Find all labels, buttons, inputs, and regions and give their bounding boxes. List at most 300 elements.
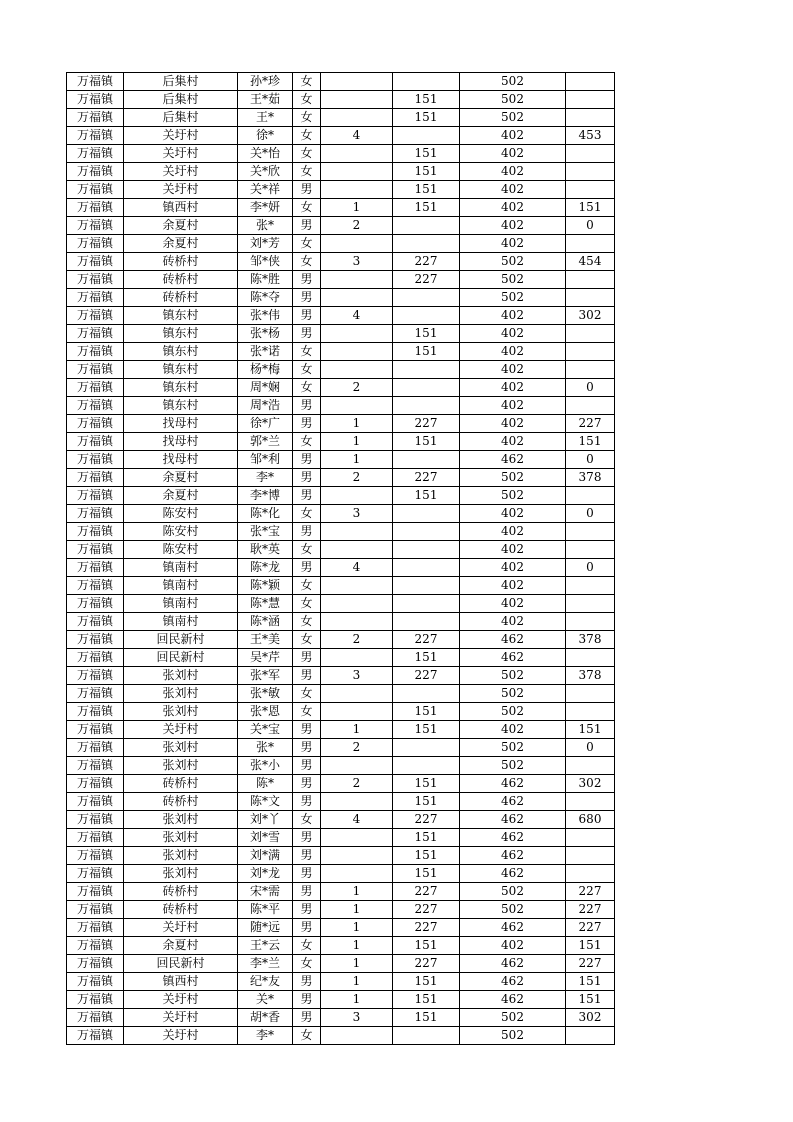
village-cell: 关圩村: [124, 721, 238, 739]
amount-c-cell: [566, 1027, 615, 1045]
gender-cell: 女: [293, 613, 321, 631]
amount-c-cell: 227: [566, 901, 615, 919]
town-cell: 万福镇: [67, 721, 124, 739]
name-cell: 杨*梅: [238, 361, 293, 379]
amount-c-cell: [566, 73, 615, 91]
count-cell: [321, 325, 393, 343]
town-cell: 万福镇: [67, 487, 124, 505]
name-cell: 陈*龙: [238, 559, 293, 577]
amount-a-cell: 227: [393, 271, 460, 289]
table-row: [67, 289, 615, 307]
amount-c-cell: 227: [566, 415, 615, 433]
amount-c-cell: 302: [566, 775, 615, 793]
village-cell: 余夏村: [124, 235, 238, 253]
name-cell: 王*云: [238, 937, 293, 955]
name-cell: 王*美: [238, 631, 293, 649]
count-cell: [321, 145, 393, 163]
town-cell: 万福镇: [67, 541, 124, 559]
name-cell: 吴*芹: [238, 649, 293, 667]
amount-a-cell: 151: [393, 793, 460, 811]
name-cell: 关*怡: [238, 145, 293, 163]
town-cell: 万福镇: [67, 451, 124, 469]
amount-c-cell: 0: [566, 379, 615, 397]
count-cell: 1: [321, 451, 393, 469]
gender-cell: 女: [293, 73, 321, 91]
count-cell: 4: [321, 127, 393, 145]
count-cell: 1: [321, 433, 393, 451]
town-cell: 万福镇: [67, 631, 124, 649]
data-table: [66, 72, 615, 1045]
table-row: [67, 757, 615, 775]
gender-cell: 男: [293, 271, 321, 289]
amount-c-cell: [566, 487, 615, 505]
village-cell: 张刘村: [124, 847, 238, 865]
amount-c-cell: [566, 541, 615, 559]
amount-c-cell: 151: [566, 433, 615, 451]
name-cell: 李*博: [238, 487, 293, 505]
gender-cell: 男: [293, 829, 321, 847]
name-cell: 胡*香: [238, 1009, 293, 1027]
table-body: [67, 73, 615, 1045]
table-row: [67, 451, 615, 469]
table-row: [67, 199, 615, 217]
town-cell: 万福镇: [67, 109, 124, 127]
amount-b-cell: 462: [460, 955, 566, 973]
town-cell: 万福镇: [67, 73, 124, 91]
count-cell: [321, 847, 393, 865]
amount-c-cell: 680: [566, 811, 615, 829]
amount-b-cell: 502: [460, 253, 566, 271]
name-cell: 张*恩: [238, 703, 293, 721]
town-cell: 万福镇: [67, 667, 124, 685]
amount-a-cell: 227: [393, 901, 460, 919]
count-cell: [321, 703, 393, 721]
village-cell: 镇东村: [124, 325, 238, 343]
count-cell: 1: [321, 721, 393, 739]
town-cell: 万福镇: [67, 901, 124, 919]
village-cell: 砖桥村: [124, 775, 238, 793]
amount-a-cell: [393, 397, 460, 415]
amount-a-cell: 151: [393, 847, 460, 865]
name-cell: 陈*平: [238, 901, 293, 919]
amount-a-cell: 151: [393, 649, 460, 667]
amount-c-cell: 378: [566, 667, 615, 685]
village-cell: 关圩村: [124, 163, 238, 181]
gender-cell: 男: [293, 667, 321, 685]
amount-a-cell: 151: [393, 829, 460, 847]
gender-cell: 男: [293, 217, 321, 235]
amount-c-cell: [566, 181, 615, 199]
amount-c-cell: [566, 91, 615, 109]
town-cell: 万福镇: [67, 379, 124, 397]
amount-a-cell: 227: [393, 919, 460, 937]
amount-c-cell: [566, 325, 615, 343]
count-cell: 1: [321, 991, 393, 1009]
name-cell: 李*妍: [238, 199, 293, 217]
amount-b-cell: 402: [460, 379, 566, 397]
count-cell: [321, 577, 393, 595]
table-row: [67, 775, 615, 793]
amount-c-cell: 302: [566, 1009, 615, 1027]
gender-cell: 男: [293, 793, 321, 811]
gender-cell: 男: [293, 919, 321, 937]
gender-cell: 女: [293, 955, 321, 973]
amount-c-cell: 0: [566, 559, 615, 577]
amount-a-cell: 227: [393, 253, 460, 271]
amount-b-cell: 502: [460, 487, 566, 505]
town-cell: 万福镇: [67, 811, 124, 829]
count-cell: [321, 73, 393, 91]
amount-c-cell: 302: [566, 307, 615, 325]
gender-cell: 男: [293, 559, 321, 577]
amount-b-cell: 462: [460, 847, 566, 865]
amount-c-cell: [566, 271, 615, 289]
amount-a-cell: [393, 1027, 460, 1045]
gender-cell: 男: [293, 721, 321, 739]
gender-cell: 男: [293, 307, 321, 325]
count-cell: 1: [321, 955, 393, 973]
amount-b-cell: 402: [460, 343, 566, 361]
amount-a-cell: [393, 595, 460, 613]
village-cell: 张刘村: [124, 667, 238, 685]
name-cell: 刘*龙: [238, 865, 293, 883]
amount-c-cell: 454: [566, 253, 615, 271]
table-row: [67, 703, 615, 721]
amount-a-cell: [393, 235, 460, 253]
name-cell: 纪*友: [238, 973, 293, 991]
count-cell: [321, 613, 393, 631]
amount-a-cell: 151: [393, 343, 460, 361]
count-cell: [321, 181, 393, 199]
table-row: [67, 505, 615, 523]
amount-a-cell: [393, 361, 460, 379]
village-cell: 砖桥村: [124, 271, 238, 289]
table-row: [67, 883, 615, 901]
name-cell: 陈*: [238, 775, 293, 793]
count-cell: [321, 271, 393, 289]
amount-b-cell: 462: [460, 865, 566, 883]
village-cell: 镇东村: [124, 379, 238, 397]
amount-a-cell: 227: [393, 883, 460, 901]
amount-c-cell: [566, 343, 615, 361]
amount-a-cell: 227: [393, 469, 460, 487]
count-cell: 2: [321, 775, 393, 793]
village-cell: 关圩村: [124, 1027, 238, 1045]
amount-a-cell: [393, 739, 460, 757]
amount-a-cell: 151: [393, 973, 460, 991]
town-cell: 万福镇: [67, 253, 124, 271]
town-cell: 万福镇: [67, 613, 124, 631]
amount-a-cell: [393, 613, 460, 631]
town-cell: 万福镇: [67, 577, 124, 595]
gender-cell: 女: [293, 145, 321, 163]
table-row: [67, 829, 615, 847]
gender-cell: 女: [293, 91, 321, 109]
amount-b-cell: 462: [460, 793, 566, 811]
amount-c-cell: [566, 577, 615, 595]
amount-a-cell: 151: [393, 1009, 460, 1027]
count-cell: [321, 793, 393, 811]
amount-a-cell: 151: [393, 703, 460, 721]
gender-cell: 男: [293, 847, 321, 865]
name-cell: 刘*芳: [238, 235, 293, 253]
village-cell: 张刘村: [124, 757, 238, 775]
town-cell: 万福镇: [67, 307, 124, 325]
village-cell: 砖桥村: [124, 901, 238, 919]
name-cell: 张*: [238, 739, 293, 757]
village-cell: 镇东村: [124, 397, 238, 415]
amount-a-cell: 227: [393, 955, 460, 973]
amount-a-cell: 151: [393, 199, 460, 217]
table-row: [67, 1027, 615, 1045]
amount-a-cell: [393, 559, 460, 577]
amount-c-cell: 151: [566, 937, 615, 955]
count-cell: 4: [321, 559, 393, 577]
amount-c-cell: 151: [566, 199, 615, 217]
village-cell: 找母村: [124, 451, 238, 469]
amount-b-cell: 402: [460, 433, 566, 451]
name-cell: 张*杨: [238, 325, 293, 343]
town-cell: 万福镇: [67, 739, 124, 757]
village-cell: 后集村: [124, 73, 238, 91]
count-cell: [321, 1027, 393, 1045]
gender-cell: 女: [293, 379, 321, 397]
gender-cell: 女: [293, 631, 321, 649]
gender-cell: 女: [293, 595, 321, 613]
amount-b-cell: 402: [460, 181, 566, 199]
name-cell: 徐*广: [238, 415, 293, 433]
gender-cell: 女: [293, 433, 321, 451]
village-cell: 关圩村: [124, 127, 238, 145]
town-cell: 万福镇: [67, 937, 124, 955]
table-row: [67, 847, 615, 865]
amount-c-cell: 0: [566, 217, 615, 235]
amount-c-cell: [566, 289, 615, 307]
gender-cell: 女: [293, 253, 321, 271]
town-cell: 万福镇: [67, 469, 124, 487]
village-cell: 张刘村: [124, 811, 238, 829]
name-cell: 随*远: [238, 919, 293, 937]
count-cell: 4: [321, 307, 393, 325]
table-row: [67, 325, 615, 343]
amount-a-cell: 151: [393, 181, 460, 199]
table-row: [67, 73, 615, 91]
amount-b-cell: 502: [460, 685, 566, 703]
amount-b-cell: 502: [460, 901, 566, 919]
gender-cell: 女: [293, 109, 321, 127]
town-cell: 万福镇: [67, 973, 124, 991]
village-cell: 镇东村: [124, 307, 238, 325]
amount-a-cell: [393, 577, 460, 595]
name-cell: 周*娴: [238, 379, 293, 397]
village-cell: 关圩村: [124, 919, 238, 937]
amount-b-cell: 502: [460, 883, 566, 901]
amount-b-cell: 402: [460, 235, 566, 253]
gender-cell: 女: [293, 685, 321, 703]
amount-b-cell: 502: [460, 73, 566, 91]
table-row: [67, 577, 615, 595]
table-row: [67, 865, 615, 883]
table-row: [67, 91, 615, 109]
amount-c-cell: 0: [566, 451, 615, 469]
village-cell: 张刘村: [124, 865, 238, 883]
table-row: [67, 415, 615, 433]
count-cell: 1: [321, 415, 393, 433]
amount-a-cell: 151: [393, 325, 460, 343]
count-cell: [321, 109, 393, 127]
amount-b-cell: 462: [460, 829, 566, 847]
amount-b-cell: 502: [460, 109, 566, 127]
name-cell: 耿*英: [238, 541, 293, 559]
count-cell: [321, 289, 393, 307]
amount-c-cell: [566, 829, 615, 847]
amount-a-cell: 227: [393, 811, 460, 829]
name-cell: 宋*需: [238, 883, 293, 901]
amount-a-cell: 151: [393, 865, 460, 883]
gender-cell: 男: [293, 397, 321, 415]
town-cell: 万福镇: [67, 433, 124, 451]
town-cell: 万福镇: [67, 595, 124, 613]
amount-b-cell: 402: [460, 937, 566, 955]
town-cell: 万福镇: [67, 829, 124, 847]
amount-a-cell: [393, 685, 460, 703]
amount-c-cell: 453: [566, 127, 615, 145]
amount-a-cell: 227: [393, 415, 460, 433]
amount-b-cell: 402: [460, 595, 566, 613]
gender-cell: 男: [293, 757, 321, 775]
amount-a-cell: 227: [393, 631, 460, 649]
gender-cell: 男: [293, 973, 321, 991]
amount-c-cell: [566, 235, 615, 253]
village-cell: 张刘村: [124, 739, 238, 757]
gender-cell: 女: [293, 505, 321, 523]
town-cell: 万福镇: [67, 523, 124, 541]
count-cell: [321, 397, 393, 415]
amount-a-cell: [393, 289, 460, 307]
gender-cell: 女: [293, 577, 321, 595]
amount-a-cell: [393, 541, 460, 559]
table-row: [67, 541, 615, 559]
town-cell: 万福镇: [67, 181, 124, 199]
amount-b-cell: 462: [460, 451, 566, 469]
table-row: [67, 397, 615, 415]
table-row: [67, 595, 615, 613]
amount-a-cell: [393, 307, 460, 325]
gender-cell: 男: [293, 739, 321, 757]
count-cell: 2: [321, 469, 393, 487]
count-cell: 1: [321, 919, 393, 937]
name-cell: 陈*颖: [238, 577, 293, 595]
town-cell: 万福镇: [67, 955, 124, 973]
count-cell: 4: [321, 811, 393, 829]
village-cell: 关圩村: [124, 991, 238, 1009]
town-cell: 万福镇: [67, 703, 124, 721]
amount-c-cell: [566, 847, 615, 865]
count-cell: 1: [321, 973, 393, 991]
amount-a-cell: [393, 757, 460, 775]
amount-c-cell: [566, 163, 615, 181]
name-cell: 孙*珍: [238, 73, 293, 91]
gender-cell: 女: [293, 811, 321, 829]
table-row: [67, 793, 615, 811]
amount-b-cell: 402: [460, 145, 566, 163]
name-cell: 陈*文: [238, 793, 293, 811]
amount-b-cell: 502: [460, 757, 566, 775]
town-cell: 万福镇: [67, 235, 124, 253]
gender-cell: 女: [293, 199, 321, 217]
amount-b-cell: 502: [460, 667, 566, 685]
village-cell: 张刘村: [124, 703, 238, 721]
table-row: [67, 181, 615, 199]
table-row: [67, 487, 615, 505]
gender-cell: 男: [293, 883, 321, 901]
amount-c-cell: [566, 865, 615, 883]
count-cell: 1: [321, 199, 393, 217]
amount-c-cell: [566, 793, 615, 811]
gender-cell: 女: [293, 127, 321, 145]
count-cell: [321, 685, 393, 703]
table-row: [67, 145, 615, 163]
gender-cell: 男: [293, 523, 321, 541]
name-cell: 关*宝: [238, 721, 293, 739]
gender-cell: 男: [293, 901, 321, 919]
amount-b-cell: 402: [460, 523, 566, 541]
name-cell: 张*敏: [238, 685, 293, 703]
name-cell: 张*伟: [238, 307, 293, 325]
table-row: [67, 217, 615, 235]
name-cell: 关*欣: [238, 163, 293, 181]
amount-a-cell: 151: [393, 937, 460, 955]
amount-c-cell: 227: [566, 955, 615, 973]
name-cell: 张*诺: [238, 343, 293, 361]
name-cell: 陈*夺: [238, 289, 293, 307]
amount-b-cell: 502: [460, 1027, 566, 1045]
amount-b-cell: 502: [460, 271, 566, 289]
amount-b-cell: 502: [460, 1009, 566, 1027]
town-cell: 万福镇: [67, 163, 124, 181]
table-row: [67, 559, 615, 577]
town-cell: 万福镇: [67, 505, 124, 523]
village-cell: 余夏村: [124, 487, 238, 505]
village-cell: 镇南村: [124, 559, 238, 577]
table-row: [67, 991, 615, 1009]
amount-a-cell: [393, 379, 460, 397]
amount-b-cell: 502: [460, 703, 566, 721]
village-cell: 砖桥村: [124, 253, 238, 271]
village-cell: 回民新村: [124, 955, 238, 973]
name-cell: 刘*满: [238, 847, 293, 865]
count-cell: [321, 757, 393, 775]
table-row: [67, 469, 615, 487]
count-cell: 1: [321, 937, 393, 955]
town-cell: 万福镇: [67, 559, 124, 577]
amount-b-cell: 462: [460, 991, 566, 1009]
town-cell: 万福镇: [67, 991, 124, 1009]
gender-cell: 女: [293, 343, 321, 361]
amount-b-cell: 402: [460, 415, 566, 433]
amount-c-cell: 378: [566, 631, 615, 649]
amount-b-cell: 462: [460, 649, 566, 667]
amount-a-cell: [393, 73, 460, 91]
table-row: [67, 811, 615, 829]
amount-b-cell: 402: [460, 397, 566, 415]
table-row: [67, 361, 615, 379]
village-cell: 张刘村: [124, 829, 238, 847]
gender-cell: 男: [293, 865, 321, 883]
village-cell: 镇西村: [124, 199, 238, 217]
table-row: [67, 613, 615, 631]
table-row: [67, 163, 615, 181]
